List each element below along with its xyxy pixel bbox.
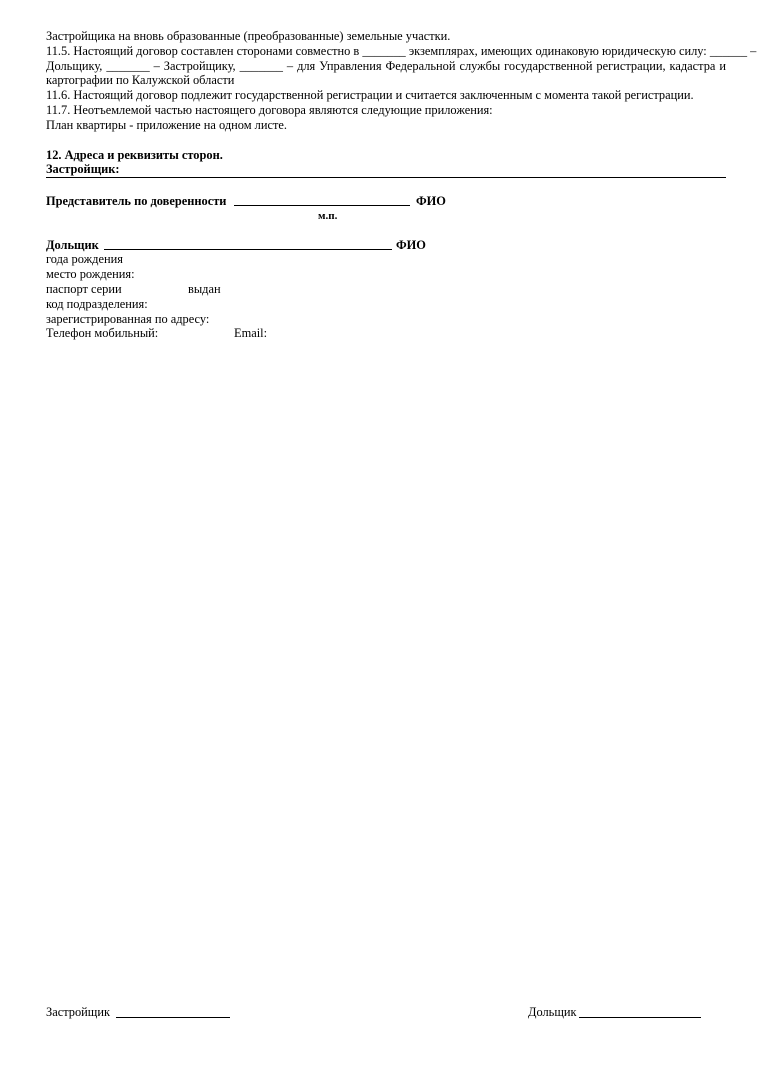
clause-line-0: Застройщика на вновь образованные (преобразованные) земельные участки. — [46, 29, 451, 43]
shareholder-signature-line — [104, 239, 392, 250]
section-divider — [46, 177, 726, 178]
birth-year-label: года рождения — [46, 252, 123, 266]
stamp-mark: м.п. — [318, 210, 338, 222]
clause-11-5-line-1: 11.5. Настоящий договор составлен сторонами совместно в _______ экземплярах, имеющих одинаковую юридическую силу: ______ – — [46, 44, 757, 58]
clause-11-7: 11.7. Неотъемлемой частью настоящего договора являются следующие приложения: — [46, 103, 493, 117]
division-code-label: код подразделения: — [46, 297, 148, 311]
passport-series-label: паспорт серии — [46, 282, 122, 296]
representative-signature-line — [234, 195, 410, 206]
email-label: Email: — [234, 326, 268, 340]
passport-issued-label: выдан — [188, 282, 221, 296]
footer-developer-signature-line — [116, 1007, 230, 1018]
clause-11-5-line-2: Дольщику, _______ – Застройщику, _______ – для Управления Федеральной службы государственной регистрации, кадастра и — [46, 59, 726, 73]
shareholder-fio: ФИО — [396, 238, 426, 252]
representative-label: Представитель по доверенности — [46, 194, 227, 208]
footer-shareholder-signature-line — [579, 1007, 701, 1018]
shareholder-label: Дольщик — [46, 238, 99, 252]
clause-11-5-line-3: картографии по Калужской области — [46, 73, 235, 87]
representative-fio: ФИО — [416, 194, 446, 208]
appendix-line: План квартиры - приложение на одном листе. — [46, 118, 287, 132]
birth-place-label: место рождения: — [46, 267, 135, 281]
mobile-phone-label: Телефон мобильный: — [46, 326, 159, 340]
section-12-heading: 12. Адреса и реквизиты сторон. — [46, 148, 223, 162]
footer-developer-label: Застройщик — [46, 1005, 110, 1019]
footer-shareholder-label: Дольщик — [528, 1005, 577, 1019]
registered-address-label: зарегистрированная по адресу: — [46, 312, 210, 326]
clause-11-6: 11.6. Настоящий договор подлежит государственной регистрации и считается заключенным с момента такой регистрации. — [46, 88, 694, 102]
developer-label: Застройщик: — [46, 162, 120, 176]
